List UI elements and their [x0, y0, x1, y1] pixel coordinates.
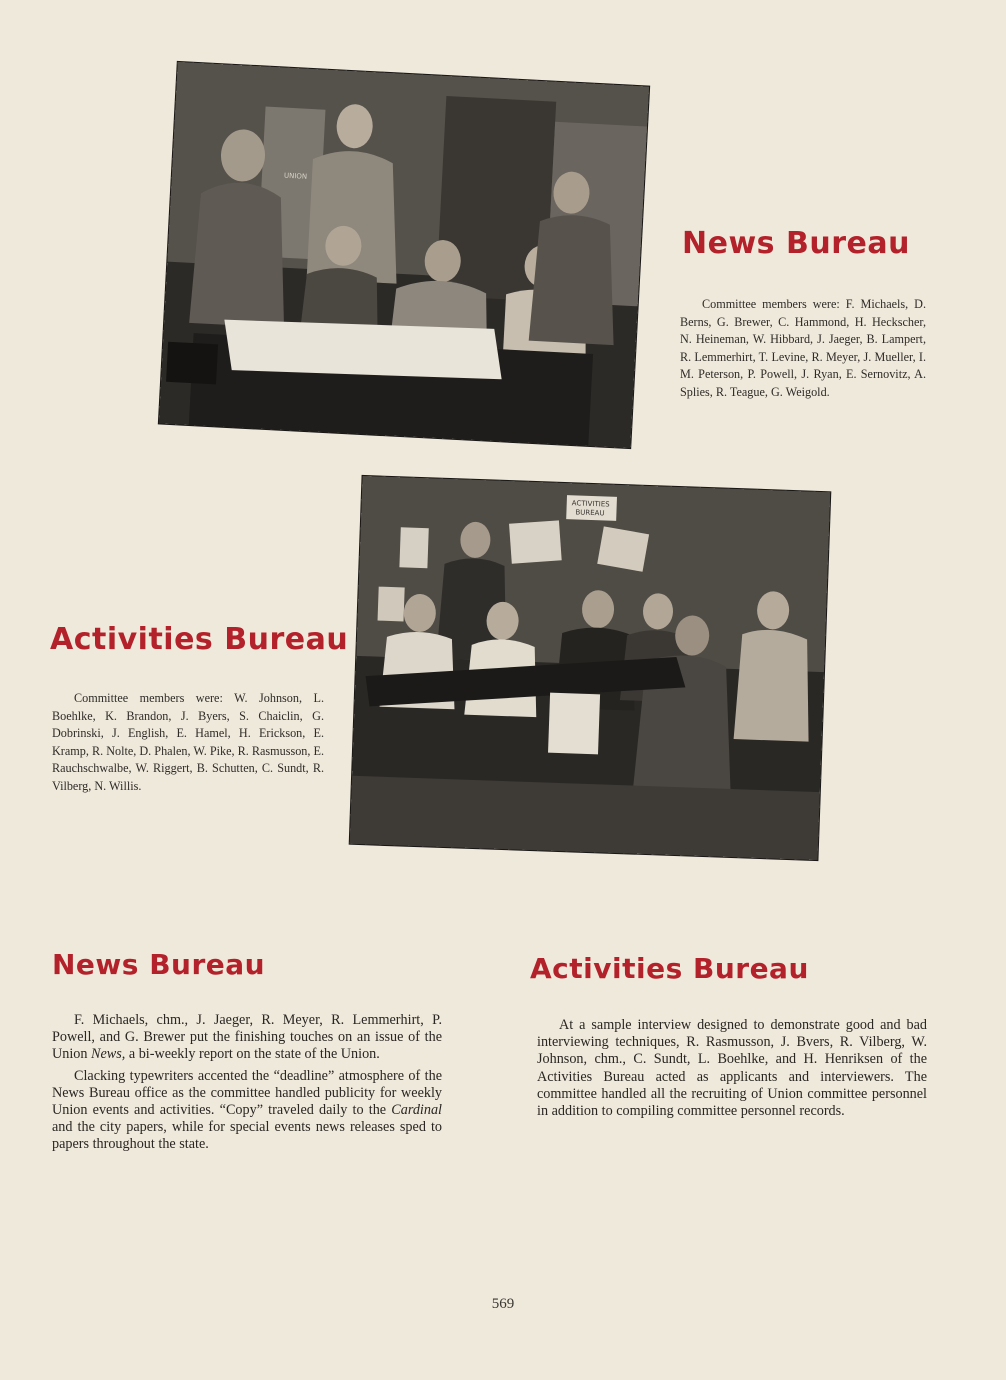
- news-bureau-photo-art: [159, 62, 649, 448]
- activities-bureau-article: [537, 1017, 927, 1124]
- news-p1-italic: News,: [91, 1046, 126, 1063]
- news-bureau-members-caption: Committee members were: F. Michaels, D. Berns, G. Brewer, C. Hammond, H. Heckscher, N. Heineman, W. Hibbard, J. Jaeger, B. Lampert, R. Lemmerhirt, T. Levine, R. Meyer, J. Mueller, I. M. Peterson, P. Powell, J. Ryan, E. Sernovitz, A. Splies, R. Teague, G. Weigold.: [680, 297, 926, 399]
- news-photo-sign-text: UNION: [283, 171, 308, 181]
- activities-bureau-heading-bottom: Activities Bureau: [530, 952, 809, 985]
- news-bureau-photo: [159, 62, 649, 448]
- news-bureau-heading-bottom: News Bureau: [52, 948, 266, 981]
- page-number: 569: [491, 1296, 515, 1312]
- activities-bureau-heading-top: Activities Bureau: [50, 622, 349, 657]
- activities-photo-banner-line1: ACTIVITIES: [571, 499, 610, 509]
- activities-bureau-photo: [350, 476, 831, 860]
- activities-bureau-paragraph-1: At a sample interview designed to demonstrate good and bad interviewing techniques, R. Rasmusson, J. Bvers, R. Vilberg, W. Johnson, chm., C. Sundt, L. Boehlke, and H. Henriksen of the Activities Bureau acted as applicants and interviewers. The committee handled all the recruiting of Union committee personnel in addition to compiling committee personnel records.: [537, 1017, 927, 1120]
- news-p2-text-a: Clacking typewriters accented the “deadline” atmosphere of the News Bureau office as the committee handled publicity for weekly Union events and activities. “Copy” traveled daily to the: [52, 1067, 442, 1119]
- activities-bureau-members-caption: Committee members were: W. Johnson, L. Boehlke, K. Brandon, J. Byers, S. Chaiclin, G. Dobrinski, J. English, E. Hamel, H. Erickson, E. Kramp, R. Nolte, D. Phalen, W. Pike, R. Rasmusson, E. Rauchschwalbe, W. Riggert, B. Schutten, C. Sundt, R. Vilberg, N. Willis.: [52, 691, 324, 793]
- activities-photo-banner-line2: BUREAU: [575, 508, 605, 518]
- news-p1-text-b: a bi-weekly report on the state of the Union.: [125, 1046, 380, 1063]
- activities-bureau-photo-art: [350, 476, 831, 860]
- news-p2-text-b: and the city papers, while for special events news releases sped to papers throughout the state.: [52, 1119, 442, 1153]
- news-p2-italic: Cardinal: [391, 1102, 442, 1119]
- news-bureau-paragraph-1: [52, 1012, 442, 1064]
- news-bureau-article: [52, 1012, 442, 1158]
- news-bureau-heading-top: News Bureau: [682, 226, 910, 261]
- news-p1-text-a: F. Michaels, chm., J. Jaeger, R. Meyer, R. Lemmerhirt, P. Powell, and G. Brewer put the finishing touches on an issue of the Union: [52, 1012, 442, 1063]
- news-bureau-paragraph-2: [52, 1068, 442, 1154]
